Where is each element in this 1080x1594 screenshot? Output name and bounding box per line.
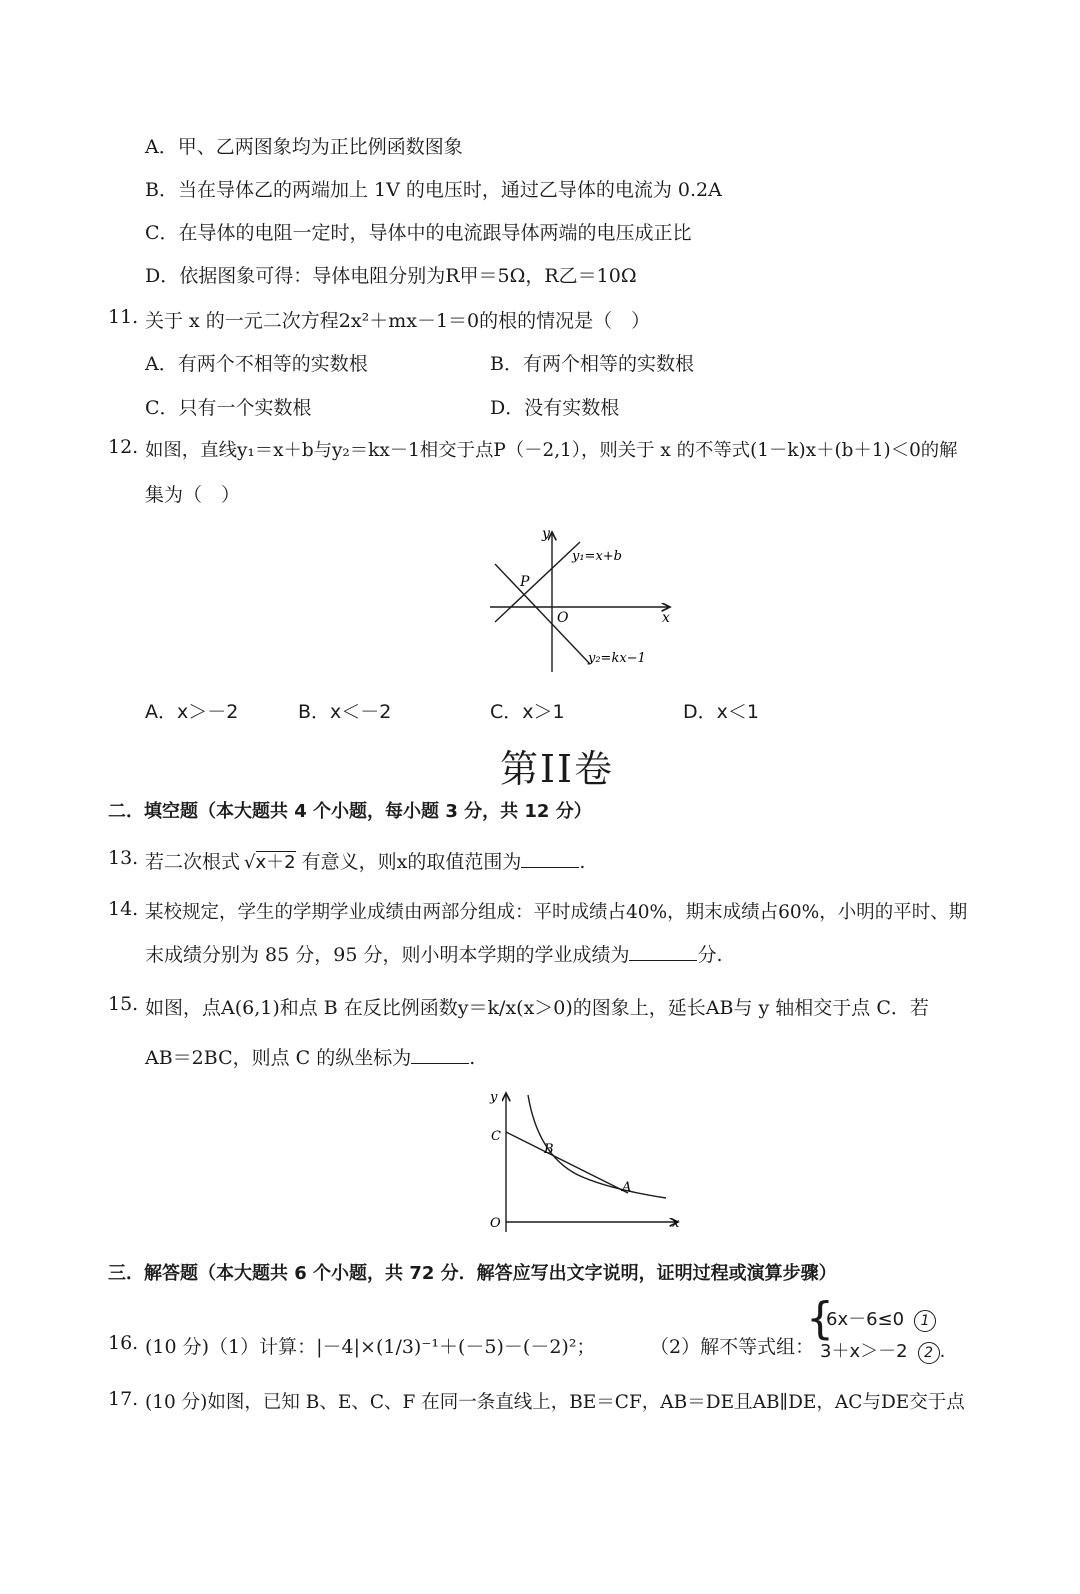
q15-answer-blank[interactable]	[411, 1045, 469, 1064]
q14-number: 14.	[108, 898, 139, 920]
q16-system-brace: {	[806, 1293, 834, 1344]
q12-origin-label: O	[557, 610, 569, 626]
q12-number: 12.	[108, 436, 139, 458]
q15-figure	[478, 1085, 688, 1235]
q12-y-label: y	[542, 526, 550, 542]
q11-option-b: B．有两个相等的实数根	[490, 353, 694, 375]
q13-pre: 若二次根式	[145, 851, 241, 873]
q10-option-a: A．甲、乙两图象均为正比例函数图象	[145, 136, 463, 158]
q13-end: .	[579, 851, 586, 873]
q15-origin-label: O	[490, 1216, 501, 1231]
q13-text: 若二次根式 √x＋2 有意义，则x的取值范围为 .	[145, 851, 586, 873]
q10-option-c: C．在导体的电阻一定时，导体中的电流跟导体两端的电压成正比	[145, 222, 692, 244]
q13-post: 有意义，则x的取值范围为	[301, 851, 522, 873]
q17-number: 17.	[108, 1388, 139, 1410]
q12-figure	[480, 522, 680, 677]
q16-mark-1: 1	[914, 1310, 936, 1332]
q16-inequality-2	[820, 1337, 945, 1364]
q12-option-a: A．x＞－2	[145, 701, 239, 723]
q15-line2	[145, 1043, 475, 1070]
q12-option-b: B．x＜－2	[298, 701, 392, 723]
q16-mark-2: 2	[918, 1342, 940, 1364]
q12-x-label: x	[662, 610, 670, 626]
q16-part1: (10 分)（1）计算：|－4|×(1/3)⁻¹＋(－5)－(－2)²；	[145, 1336, 596, 1358]
q16-ineq2-text: 3＋x＞－2	[820, 1341, 908, 1362]
q11-stem: 关于 x 的一元二次方程2x²＋mx－1＝0的根的情况是（ ）	[145, 310, 651, 332]
q15-point-a-label: A	[622, 1180, 632, 1195]
q11-option-c: C．只有一个实数根	[145, 397, 312, 419]
q16-ineq1-text: 6x－6≤0	[826, 1309, 905, 1330]
q12-line2-label: y₂=kx−1	[588, 651, 646, 666]
q11-option-d: D．没有实数根	[490, 397, 620, 419]
q15-line2-text: AB＝2BC，则点 C 的纵坐标为	[145, 1047, 412, 1069]
q14-end: 分.	[697, 944, 723, 966]
q16-end: .	[939, 1341, 946, 1362]
q11-option-a: A．有两个不相等的实数根	[145, 353, 368, 375]
q12-point-p-label: P	[520, 574, 530, 590]
q16-part2-label: （2）解不等式组：	[650, 1336, 815, 1358]
q15-number: 15.	[108, 993, 139, 1015]
q15-line-ab	[506, 1132, 628, 1193]
q15-point-c-label: C	[491, 1129, 501, 1144]
q14-line1: 某校规定，学生的学期学业成绩由两部分组成：平时成绩占40%，期末成绩占60%，小明的平时、期	[145, 902, 968, 923]
q12-stem: 如图，直线y₁＝x＋b与y₂＝kx－1相交于点P（－2,1），则关于 x 的不等式(1－k)x＋(b＋1)＜0的解	[145, 440, 958, 461]
q17-text: (10 分)如图，已知 B、E、C、F 在同一条直线上，BE＝CF，AB＝DE且AB∥DE，AC与DE交于点	[145, 1392, 965, 1413]
q15-point-b-label: B	[544, 1142, 554, 1157]
q14-answer-blank[interactable]	[629, 942, 697, 961]
q16-inequality-1	[826, 1305, 936, 1332]
q16-number: 16.	[108, 1332, 139, 1354]
q12-stem-continued: 集为（ ）	[145, 484, 241, 506]
q15-end: .	[469, 1047, 476, 1069]
q13-radicand: x＋2	[255, 852, 296, 873]
q10-option-d: D．依据图象可得：导体电阻分别为R甲＝5Ω，R乙＝10Ω	[145, 265, 637, 287]
q11-number: 11.	[108, 306, 139, 328]
q15-x-label: x	[672, 1216, 680, 1231]
q12-line-y2	[495, 564, 590, 664]
q10-option-b: B．当在导体乙的两端加上 1V 的电压时，通过乙导体的电流为 0.2A	[145, 179, 722, 201]
q13-number: 13.	[108, 847, 139, 869]
volume-title: 第II卷	[500, 747, 615, 791]
section3-heading: 三．解答题（本大题共 6 个小题，共 72 分．解答应写出文字说明，证明过程或演算步骤）	[108, 1263, 837, 1284]
q12-option-d: D．x＜1	[683, 701, 759, 723]
q15-y-label: y	[490, 1090, 498, 1105]
q13-answer-blank[interactable]	[521, 849, 579, 868]
q14-line2	[145, 940, 723, 967]
q15-line1: 如图，点A(6,1)和点 B 在反比例函数y＝k/x(x＞0)的图象上，延长AB与 y 轴相交于点 C．若	[145, 997, 929, 1019]
q12-line1-label: y₁=x+b	[572, 549, 622, 564]
q12-option-c: C．x＞1	[490, 701, 565, 723]
q14-line2-text: 末成绩分别为 85 分，95 分，则小明本学期的学业成绩为	[145, 944, 630, 966]
section2-heading: 二．填空题（本大题共 4 个小题，每小题 3 分，共 12 分）	[108, 801, 592, 822]
